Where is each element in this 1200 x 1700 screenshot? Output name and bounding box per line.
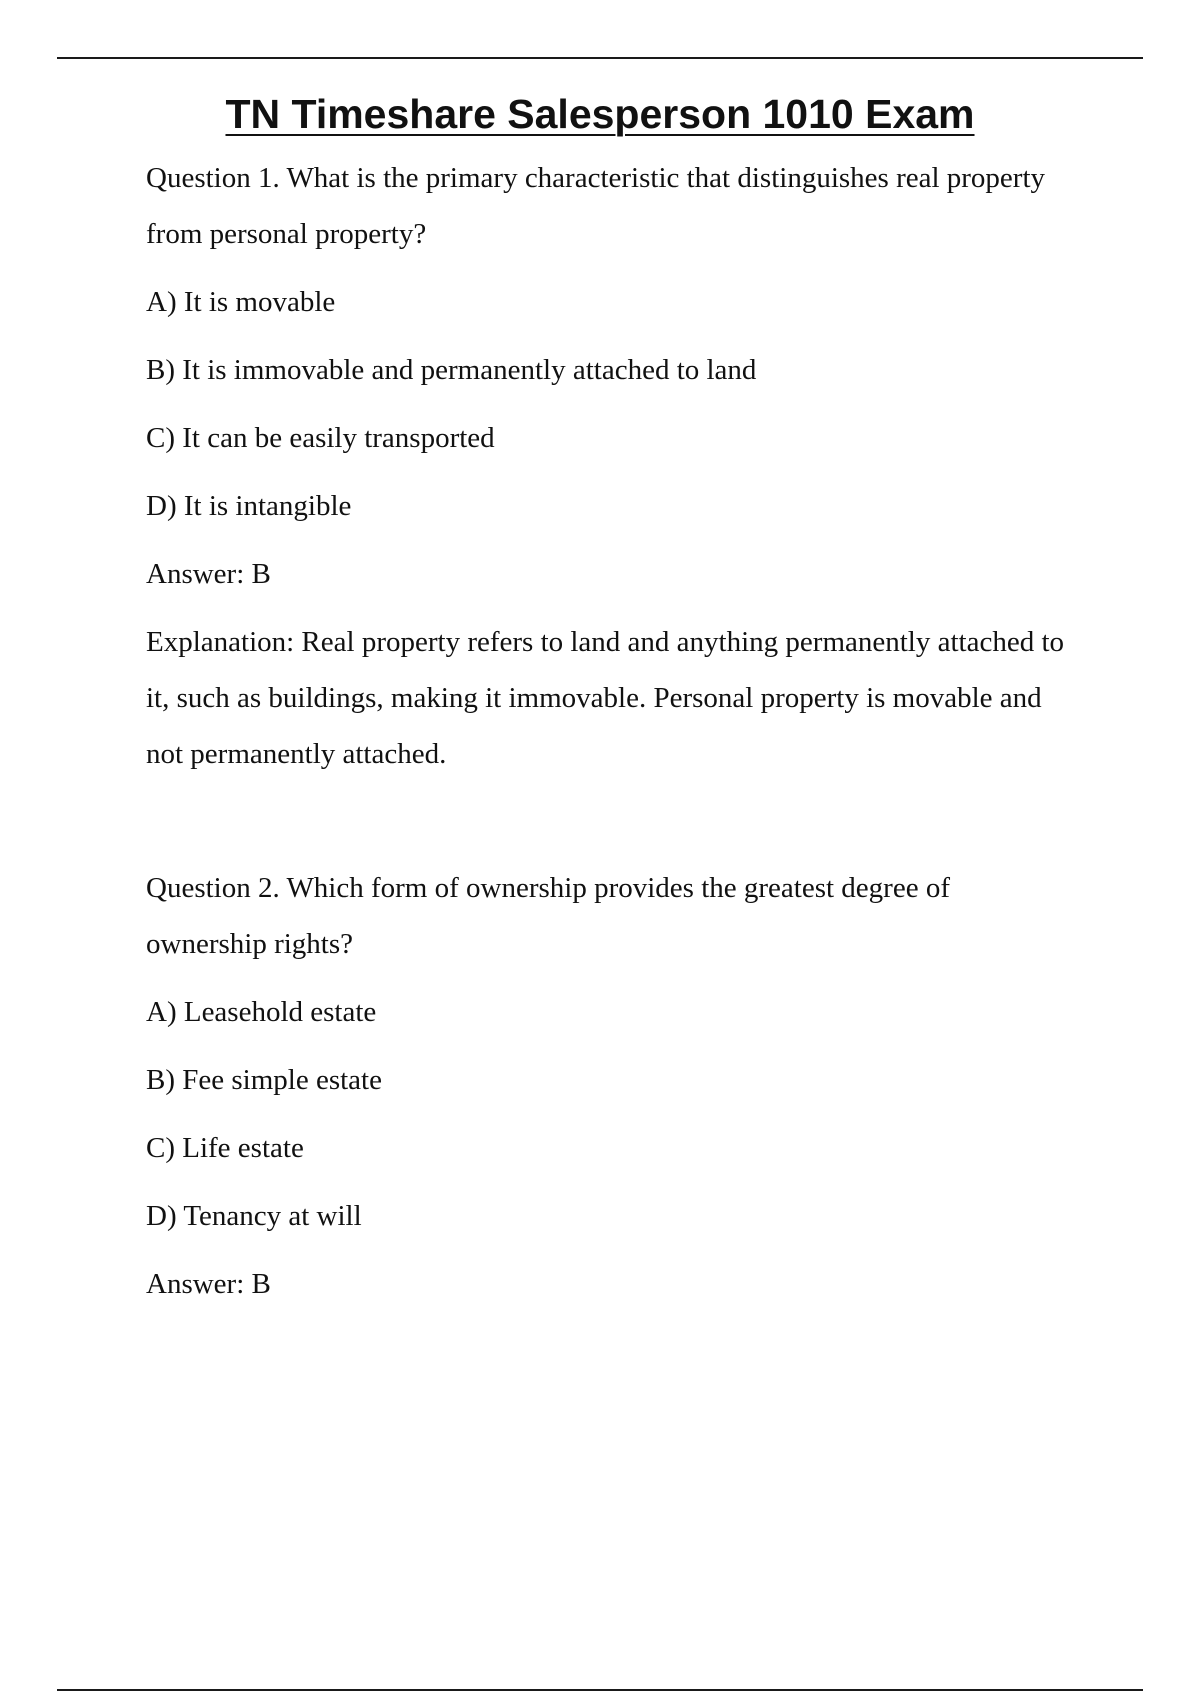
option-c: C) It can be easily transported	[146, 422, 495, 454]
explanation-text: Explanation: Real property refers to land and anything permanently attached to it, such as buildings, making it immovable. Personal property is movable and not permanently attached.	[146, 626, 1065, 770]
exam-content	[146, 150, 1076, 1324]
option-b: B) It is immovable and permanently attached to land	[146, 354, 757, 386]
question-text: Question 2. Which form of ownership provides the greatest degree of ownership rights?	[146, 872, 950, 960]
question-block-2	[146, 860, 1076, 1312]
section-spacer	[146, 794, 1076, 860]
option-c: C) Life estate	[146, 1132, 304, 1164]
question-text: Question 1. What is the primary characteristic that distinguishes real property from personal property?	[146, 162, 1046, 250]
option-d: D) It is intangible	[146, 490, 352, 522]
option-a: A) It is movable	[146, 286, 336, 318]
answer-text: Answer: B	[146, 1268, 271, 1300]
option-d: D) Tenancy at will	[146, 1200, 362, 1232]
option-b: B) Fee simple estate	[146, 1064, 382, 1096]
top-rule	[57, 57, 1143, 59]
bottom-rule	[57, 1689, 1143, 1691]
question-block-1	[146, 150, 1076, 782]
page-title	[0, 86, 1200, 142]
page-title-text: TN Timeshare Salesperson 1010 Exam	[225, 91, 975, 137]
answer-text: Answer: B	[146, 558, 271, 590]
option-a: A) Leasehold estate	[146, 996, 377, 1028]
